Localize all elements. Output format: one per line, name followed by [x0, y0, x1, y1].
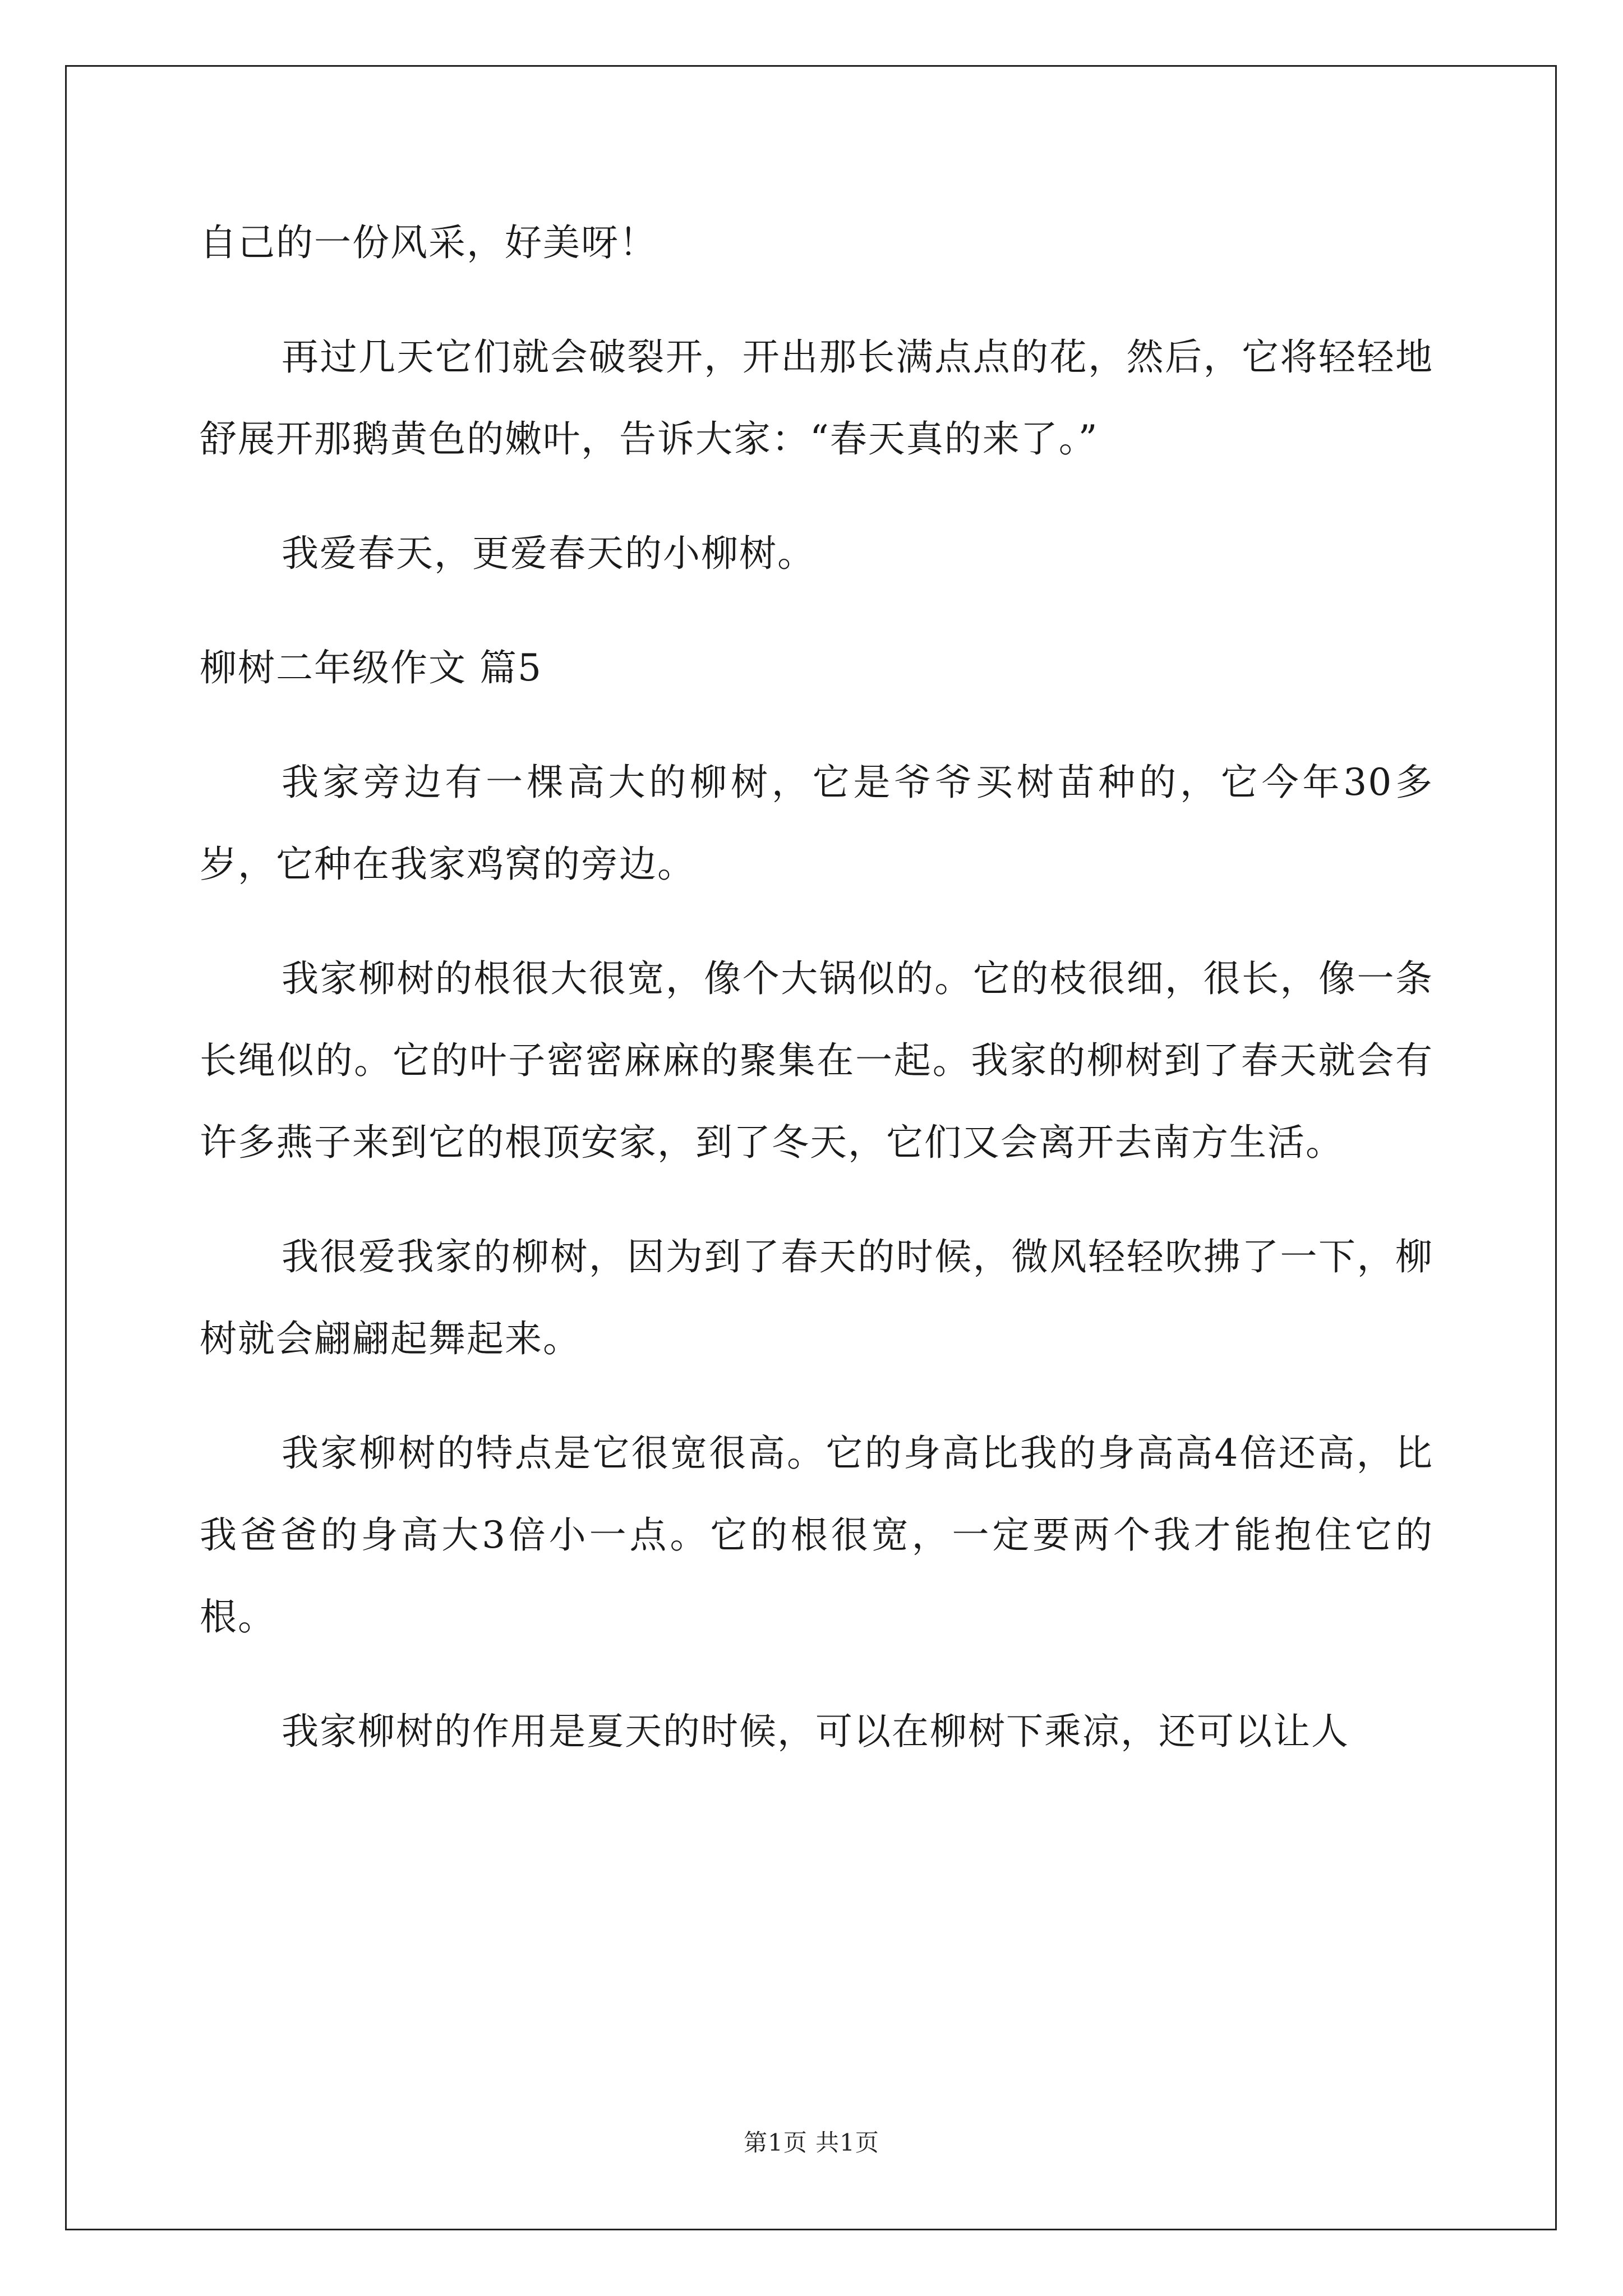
paragraph: 我家柳树的作用是夏天的时候，可以在柳树下乘凉，还可以让人 — [282, 1710, 1349, 1753]
paragraph: 我家柳树的特点是它很宽很高。它的身高比我的身高高4倍还高，比我爸爸的身高大3倍小一点。它的根很宽，一定要两个我才能抱住它的根。 — [200, 1432, 1433, 1639]
page-number-footer: 第1页 共1页 — [744, 2129, 879, 2156]
paragraph: 我爱春天，更爱春天的小柳树。 — [282, 532, 815, 575]
paragraph: 我家旁边有一棵高大的柳树，它是爷爷买树苗种的，它今年30多岁，它种在我家鸡窝的旁边。 — [200, 761, 1433, 886]
paragraph: 我家柳树的根很大很宽，像个大锅似的。它的枝很细，很长，像一条长绳似的。它的叶子密密麻麻的聚集在一起。我家的柳树到了春天就会有许多燕子来到它的根顶安家，到了冬天，它们又会离开去南方生活。 — [200, 957, 1433, 1164]
document-body — [200, 202, 1433, 1805]
paragraph: 自己的一份风采，好美呀！ — [200, 221, 657, 264]
paragraph: 我很爱我家的柳树，因为到了春天的时候，微风轻轻吹拂了一下，柳树就会翩翩起舞起来。 — [200, 1235, 1433, 1360]
section-heading: 柳树二年级作文 篇5 — [200, 646, 542, 689]
paragraph: 再过几天它们就会破裂开，开出那长满点点的花，然后，它将轻轻地舒展开那鹅黄色的嫩叶，告诉大家：“春天真的来了。” — [200, 335, 1433, 461]
